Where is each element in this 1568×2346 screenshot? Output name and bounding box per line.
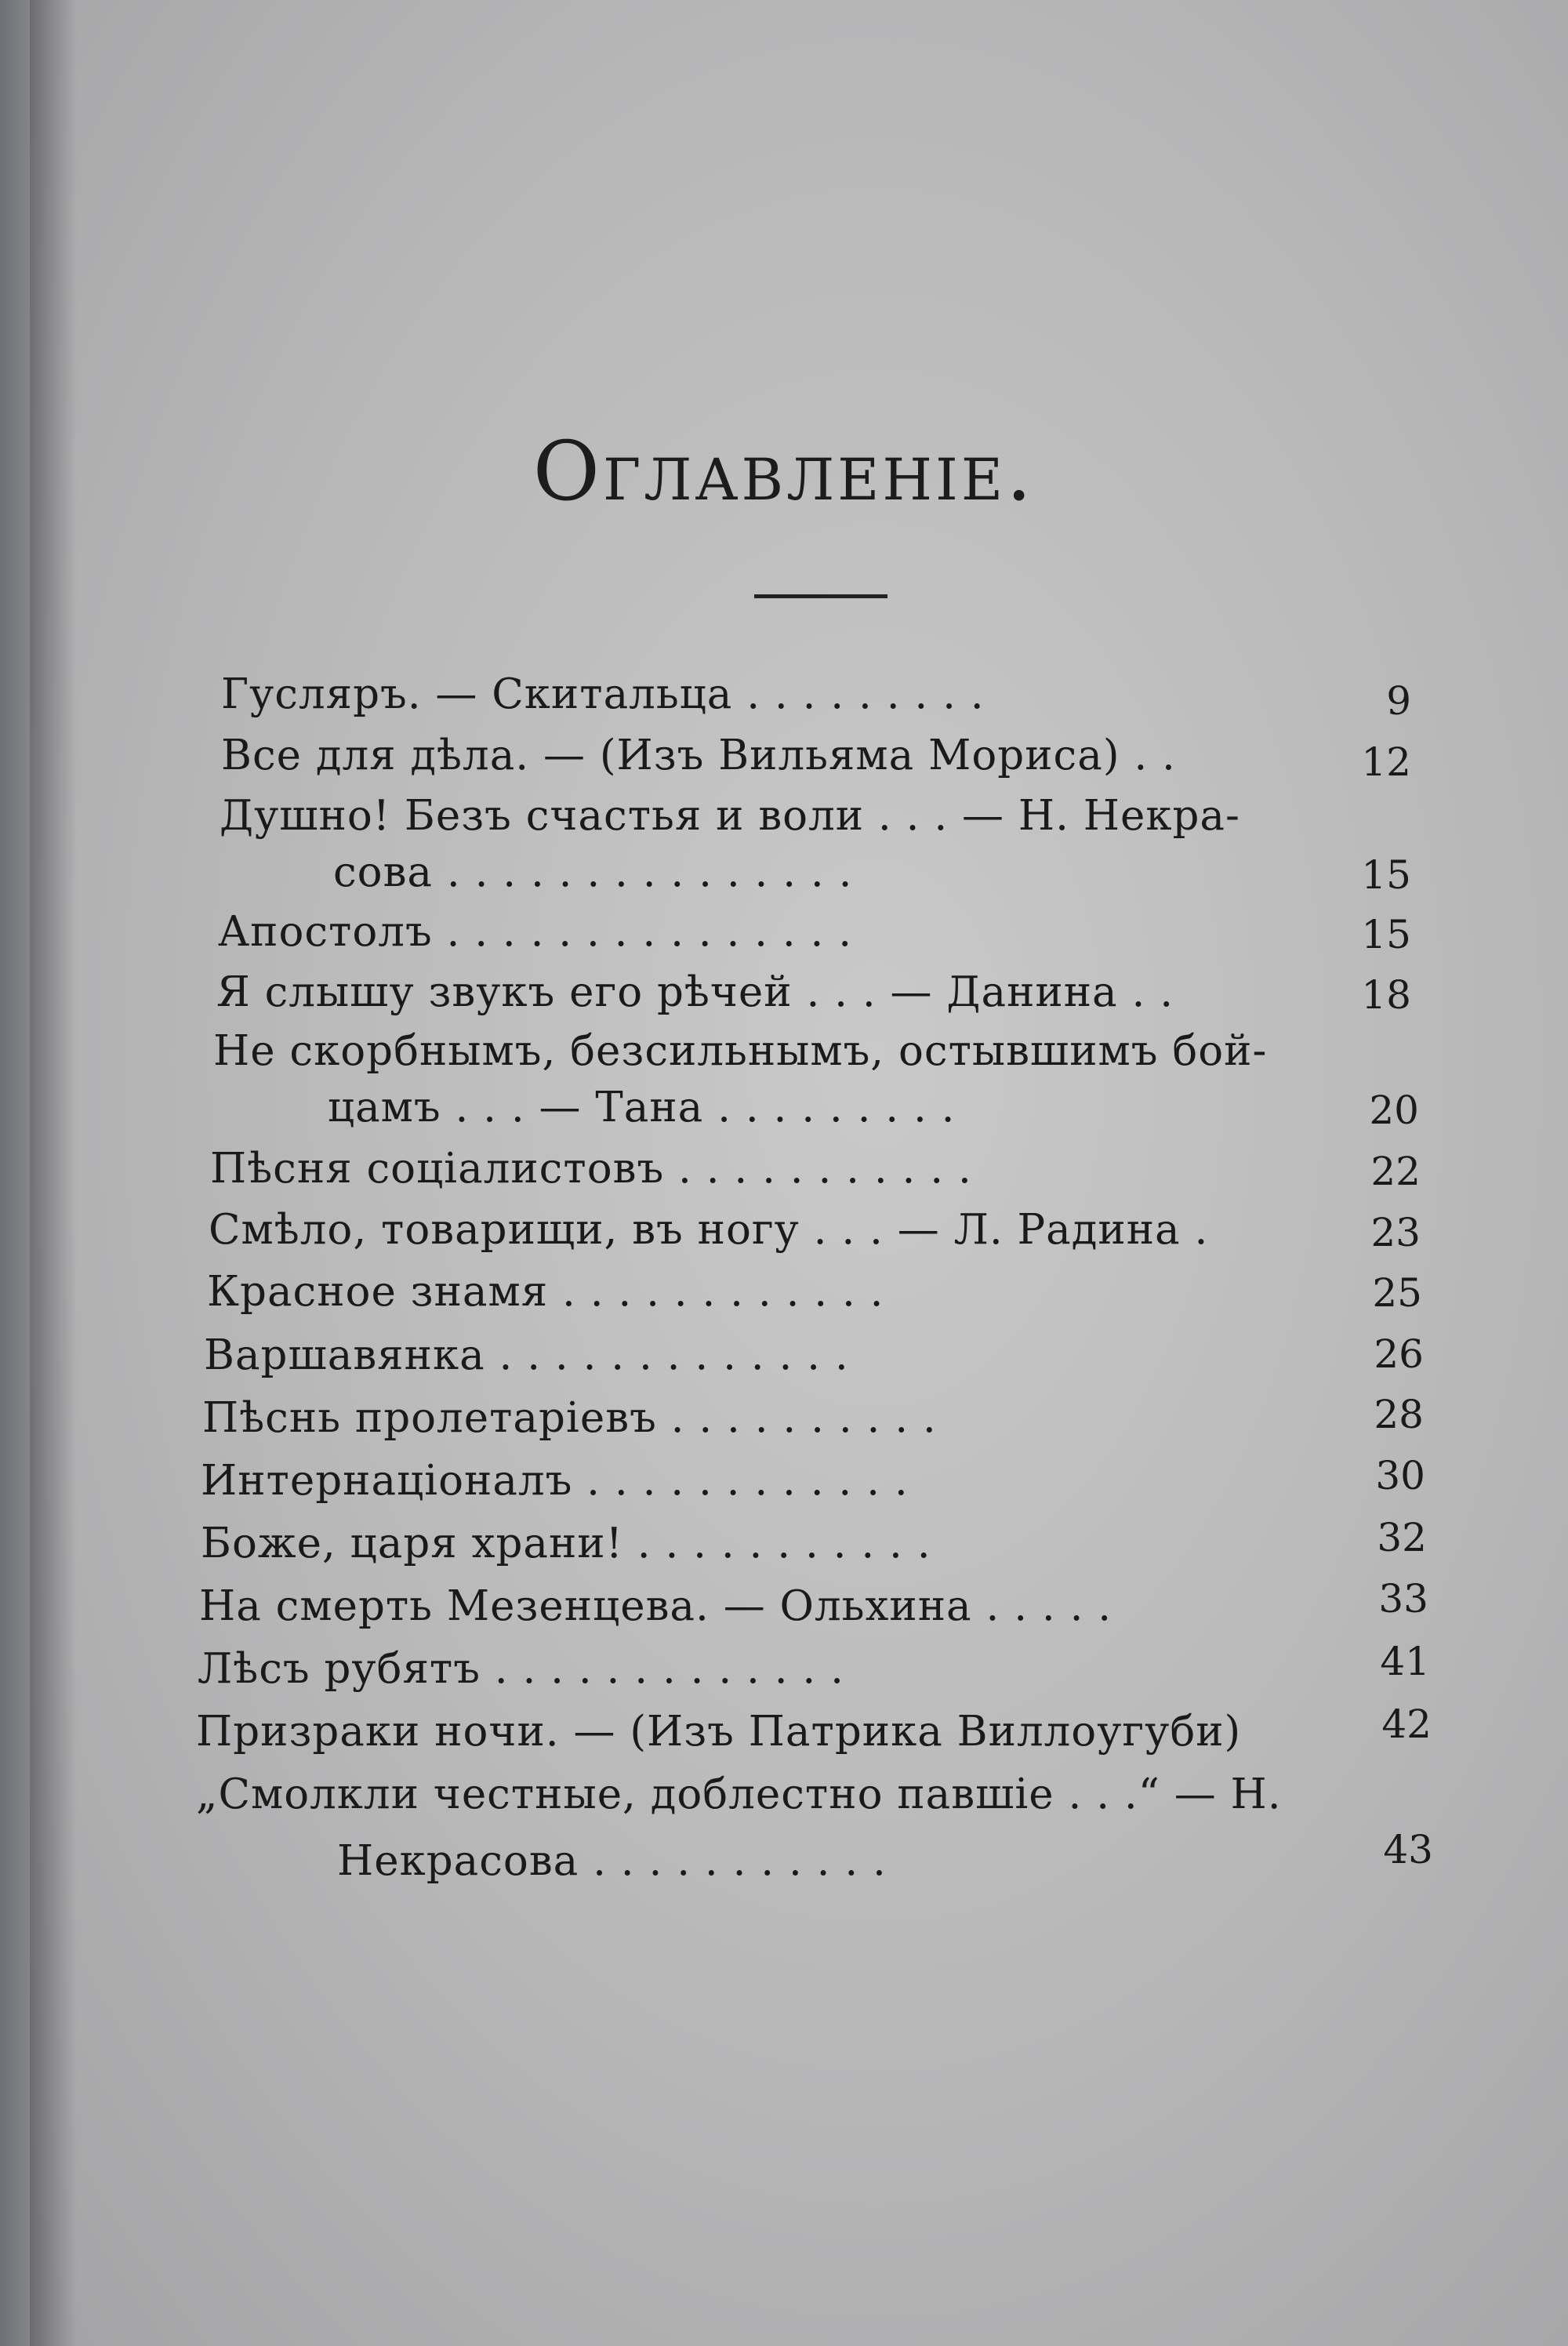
toc-entry-page: 28: [1374, 1392, 1424, 1437]
toc-entry-page: 18: [1361, 972, 1411, 1018]
page-title: Оглавленіе.: [532, 423, 1036, 519]
toc-entry-page: 23: [1370, 1210, 1421, 1255]
toc-entry-page: 30: [1375, 1453, 1425, 1498]
toc-entry-page: 42: [1381, 1701, 1432, 1747]
toc-entry-title: Гусляръ. — Скитальца . . . . . . . . .: [221, 670, 985, 718]
toc-entry-title: Призраки ночи. — (Изъ Патрика Виллоугуби): [196, 1708, 1242, 1756]
toc-entry-page: 43: [1383, 1827, 1433, 1872]
toc-entry-title: Апостолъ . . . . . . . . . . . . . . .: [218, 908, 853, 956]
toc-entry-title: Красное знамя . . . . . . . . . . . .: [207, 1268, 884, 1316]
toc-entry-page: 41: [1380, 1639, 1430, 1684]
toc-entry-page: 15: [1361, 912, 1411, 957]
toc-entry-page: 33: [1378, 1576, 1428, 1622]
toc-entry-title: Пѣсня соціалистовъ . . . . . . . . . . .: [210, 1145, 972, 1193]
toc-entry-title: Боже, царя храни! . . . . . . . . . . .: [201, 1520, 931, 1567]
toc-entry-title: Все для дѣла. — (Изъ Вильяма Мориса) . .: [221, 732, 1176, 779]
toc-entry-title: „Смолкли честные, доблестно павшіе . . .“ — Н.: [196, 1770, 1282, 1818]
toc-entry-title: Варшавянка . . . . . . . . . . . . .: [204, 1331, 849, 1379]
toc-entry-title: Лѣсъ рубятъ . . . . . . . . . . . . .: [198, 1645, 844, 1693]
toc-entry-title: Я слышу звукъ его рѣчей . . . — Данина . .: [216, 968, 1174, 1016]
toc-entry-continuation: сова . . . . . . . . . . . . . . .: [333, 848, 853, 896]
toc-entry-title: На смерть Мезенцева. — Ольхина . . . . .: [199, 1582, 1112, 1630]
toc-entry-page: 25: [1372, 1270, 1422, 1316]
toc-entry-title: Смѣло, товарищи, въ ногу . . . — Л. Радина .: [209, 1206, 1209, 1254]
toc-entry-title: Интернаціоналъ . . . . . . . . . . . .: [201, 1457, 909, 1505]
toc-entry-title: Пѣснь пролетаріевъ . . . . . . . . . .: [202, 1394, 937, 1442]
toc-entry-page: 32: [1377, 1515, 1427, 1560]
toc-entry-page: 20: [1369, 1088, 1419, 1133]
toc-entry-title: Душно! Безъ счастья и воли . . . — Н. Некра-: [220, 792, 1240, 840]
toc-entry-page: 12: [1361, 739, 1411, 785]
toc-entry-page: 26: [1374, 1331, 1424, 1377]
toc-entry-page: 15: [1361, 852, 1411, 898]
toc-entry-page: 9: [1386, 678, 1411, 724]
toc-entry-continuation: цамъ . . . — Тана . . . . . . . . .: [328, 1084, 956, 1131]
toc-entry-title: Не скорбнымъ, безсильнымъ, остывшимъ бой-: [213, 1027, 1268, 1075]
toc-entry-page: 22: [1370, 1149, 1421, 1194]
toc-entry-continuation: Некрасова . . . . . . . . . . .: [337, 1837, 887, 1885]
